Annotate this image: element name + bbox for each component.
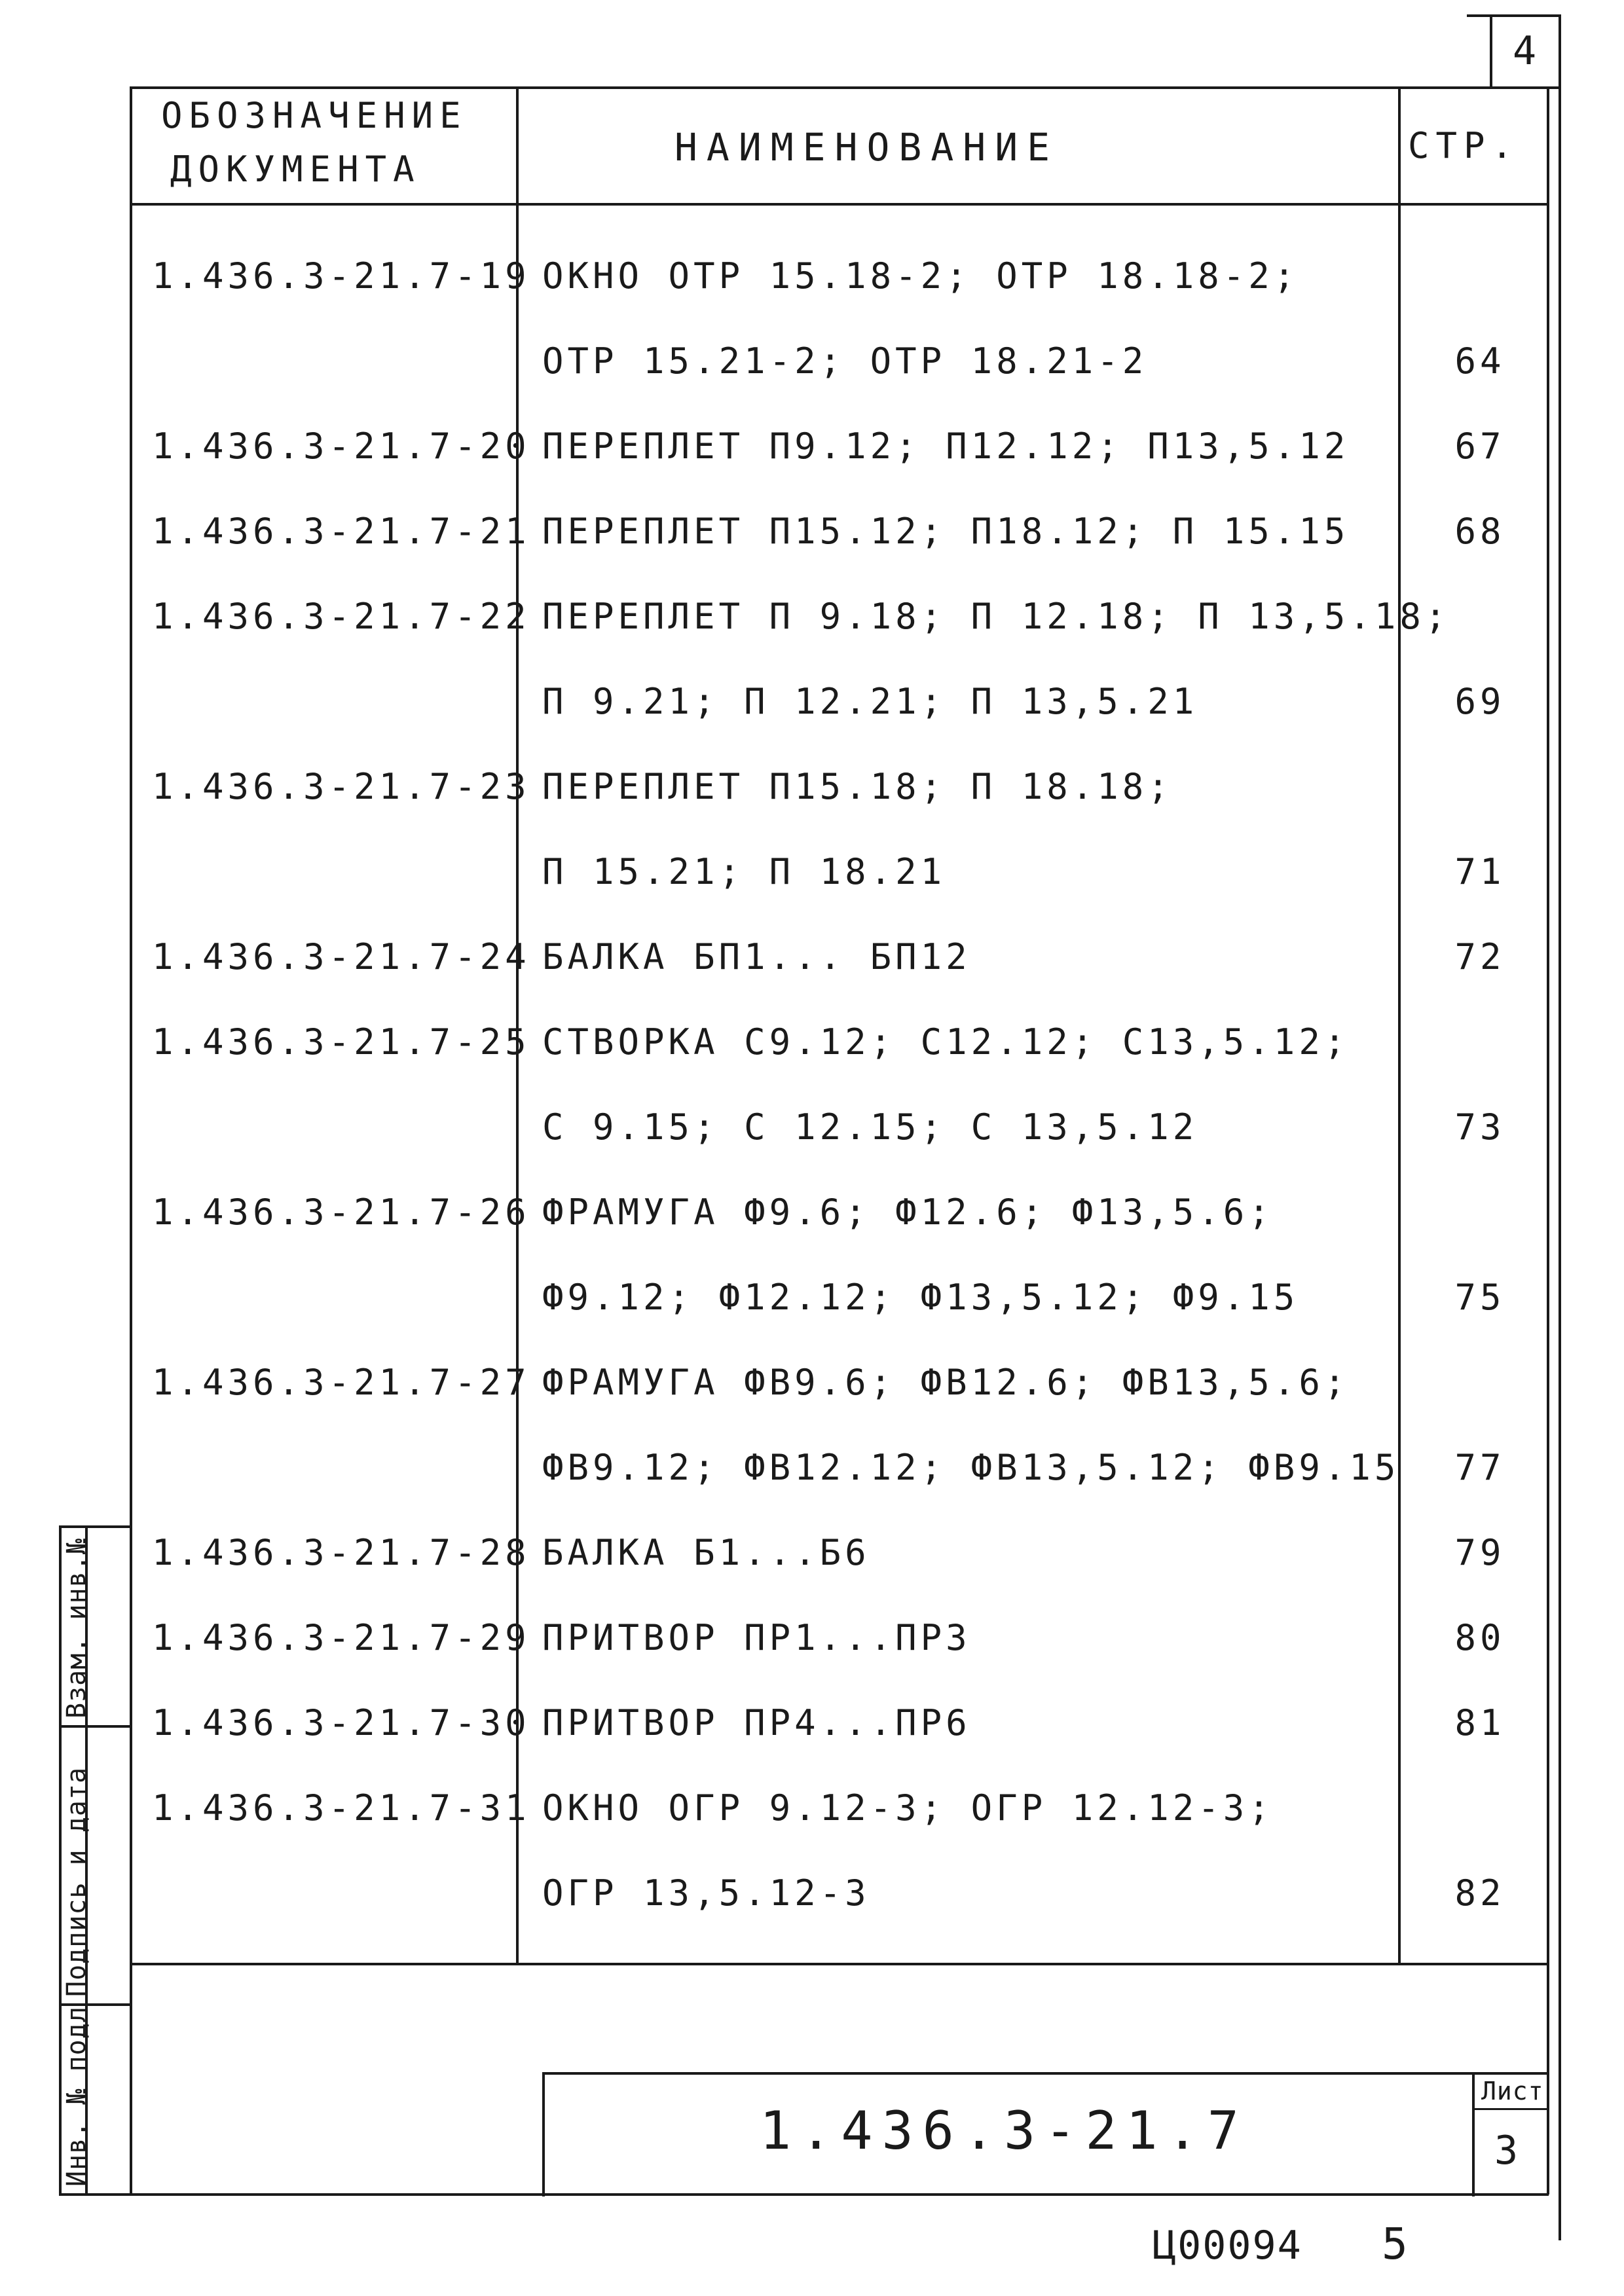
row-name: Ф9.12; Ф12.12; Ф13,5.12; Ф9.15: [542, 1277, 1299, 1318]
row-name: С 9.15; С 12.15; С 13,5.12: [542, 1106, 1198, 1148]
row-name: ОКНО ОГР 9.12-3; ОГР 12.12-3;: [542, 1787, 1274, 1829]
row-name: ОКНО ОТР 15.18-2; ОТР 18.18-2;: [542, 255, 1299, 297]
row-code: 1.436.3-21.7-27: [152, 1362, 530, 1403]
table-bottom-line: [131, 1963, 1549, 1965]
frame-right-outer: [1559, 14, 1561, 2240]
side-stamp-sep-1: [59, 1725, 131, 1728]
header-designation-2: ДОКУМЕНТА: [170, 149, 421, 190]
header-designation-1: ОБОЗНАЧЕНИЕ: [161, 95, 468, 136]
row-page: 81: [1454, 1702, 1505, 1743]
row-code: 1.436.3-21.7-28: [152, 1532, 530, 1573]
row-page: 69: [1454, 681, 1505, 722]
sheet-box-left: [1490, 14, 1492, 86]
row-page: 80: [1454, 1617, 1505, 1658]
row-code: 1.436.3-21.7-20: [152, 426, 530, 467]
row-page: 71: [1454, 851, 1505, 892]
sheet-label: Лист: [1481, 2077, 1544, 2105]
row-name: ПЕРЕПЛЕТ П15.18; П 18.18;: [542, 766, 1173, 807]
title-block-sheet-left: [1472, 2072, 1475, 2196]
designation: 1.436.3-21.7: [760, 2100, 1248, 2161]
row-code: 1.436.3-21.7-31: [152, 1787, 530, 1829]
row-page: 73: [1454, 1106, 1505, 1148]
row-name: ФРАМУГА Ф9.6; Ф12.6; Ф13,5.6;: [542, 1192, 1274, 1233]
row-page: 77: [1454, 1447, 1505, 1488]
row-name: БАЛКА Б1...Б6: [542, 1532, 870, 1573]
archive-code: Ц00094: [1153, 2223, 1302, 2269]
row-code: 1.436.3-21.7-23: [152, 766, 530, 807]
row-page: 64: [1454, 340, 1505, 382]
header-divider: [131, 203, 1549, 206]
title-block-sheet-sep: [1472, 2108, 1549, 2110]
row-page: 79: [1454, 1532, 1505, 1573]
row-name: П 15.21; П 18.21: [542, 851, 946, 892]
frame-top: [131, 86, 1559, 89]
side-inv-podl: Инв. № подл: [62, 2006, 92, 2187]
row-name: ПЕРЕПЛЕТ П 9.18; П 12.18; П 13,5.18;: [542, 596, 1450, 637]
frame-top-outer: [1467, 14, 1559, 17]
frame-bottom: [59, 2193, 1549, 2196]
row-page: 72: [1454, 936, 1505, 977]
row-name: ФВ9.12; ФВ12.12; ФВ13,5.12; ФВ9.15: [542, 1447, 1400, 1488]
row-code: 1.436.3-21.7-30: [152, 1702, 530, 1743]
side-podpis-data: Подпись и дата: [62, 1766, 92, 1997]
row-name: ПЕРЕПЛЕТ П15.12; П18.12; П 15.15: [542, 511, 1350, 552]
row-name: БАЛКА БП1... БП12: [542, 936, 971, 977]
row-code: 1.436.3-21.7-26: [152, 1192, 530, 1233]
row-code: 1.436.3-21.7-25: [152, 1021, 530, 1063]
row-page: 82: [1454, 1872, 1505, 1914]
row-code: 1.436.3-21.7-21: [152, 511, 530, 552]
row-name: СТВОРКА С9.12; С12.12; С13,5.12;: [542, 1021, 1350, 1063]
row-name: П 9.21; П 12.21; П 13,5.21: [542, 681, 1198, 722]
row-name: ОТР 15.21-2; ОТР 18.21-2: [542, 340, 1148, 382]
sheet-value: 3: [1494, 2128, 1522, 2174]
row-name: ПЕРЕПЛЕТ П9.12; П12.12; П13,5.12: [542, 426, 1350, 467]
frame-left: [130, 86, 132, 2195]
header-page: СТР.: [1408, 125, 1520, 166]
row-name: ОГР 13,5.12-3: [542, 1872, 870, 1914]
row-page: 68: [1454, 511, 1505, 552]
col-divider-2: [1398, 86, 1401, 1964]
row-code: 1.436.3-21.7-24: [152, 936, 530, 977]
row-name: ФРАМУГА ФВ9.6; ФВ12.6; ФВ13,5.6;: [542, 1362, 1350, 1403]
row-page: 75: [1454, 1277, 1505, 1318]
title-block-top: [544, 2072, 1549, 2075]
row-code: 1.436.3-21.7-29: [152, 1617, 530, 1658]
frame-right: [1547, 86, 1549, 2195]
page-number: 5: [1382, 2219, 1412, 2269]
side-vzam-inv: Взам. инв.№: [62, 1538, 92, 1719]
sheet-number-top: 4: [1513, 28, 1541, 74]
header-name: НАИМЕНОВАНИЕ: [674, 125, 1060, 170]
title-block-left: [542, 2072, 545, 2196]
row-page: 67: [1454, 426, 1505, 467]
row-name: ПРИТВОР ПР1...ПР3: [542, 1617, 971, 1658]
row-code: 1.436.3-21.7-22: [152, 596, 530, 637]
side-stamp-top: [59, 1525, 131, 1528]
row-code: 1.436.3-21.7-19: [152, 255, 530, 297]
row-name: ПРИТВОР ПР4...ПР6: [542, 1702, 971, 1743]
